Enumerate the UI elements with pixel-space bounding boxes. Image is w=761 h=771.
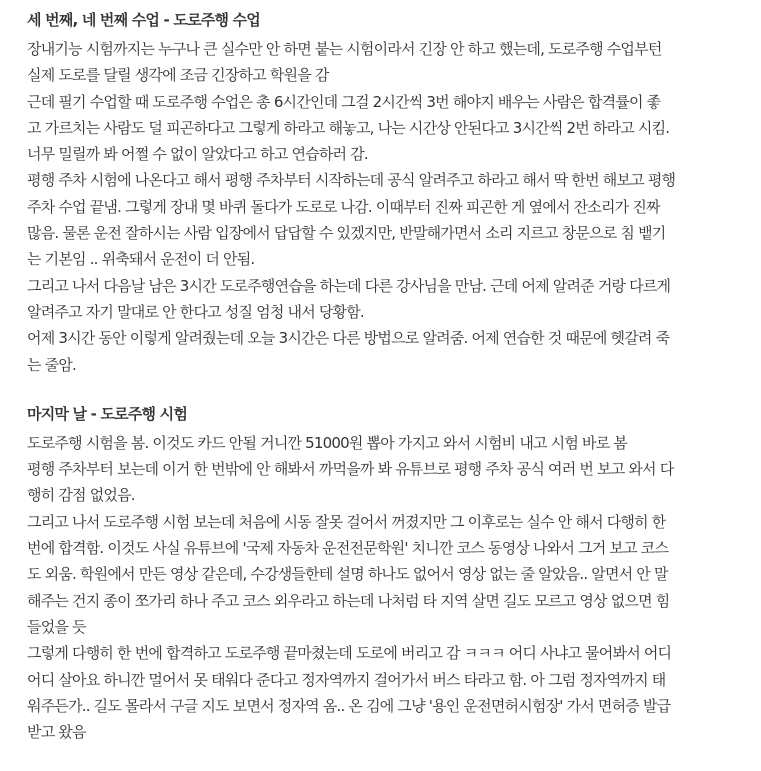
paragraph-6: 도로주행 시험을 봄. 이것도 카드 안될 거니깐 51000원 뽑아 가지고 와서 시험비 내고 시험 바로 봄 [27,433,628,452]
paragraph-5: 어제 3시간 동안 이렇게 알려줬는데 오늘 3시간은 다른 방법으로 알려줌. 어제 연습한 것 때문에 헷갈려 죽 는 줄암. [27,329,670,374]
paragraph-1: 장내기능 시험까지는 누구나 큰 실수만 안 하면 붙는 시험이라서 긴장 안 하고 했는데, 도로주행 수업부턴 실제 도로를 달릴 생각에 조금 긴장하고 학원을 감 [27,40,662,85]
paragraph-2: 근데 필기 수업할 때 도로주행 수업은 총 6시간인데 그걸 2시간씩 3번 해야지 배우는 사람은 합격률이 좋 고 가르치는 사람도 덜 피곤하다고 그렇게 하라고 해놓고, 나는 시간상 안된다고 3시간씩 2번 하라고 시킴. 너무 밀릴까 봐 어쩔 수 없이 알았다고 하고 연습하러 감. [27,92,670,164]
paragraph-4: 그리고 나서 다음날 남은 3시간 도로주행연습을 하는데 다른 강사님을 만남. 근데 어제 알려준 거랑 다르게 알려주고 자기 말대로 안 한다고 성질 엄청 내서 당황함. [27,276,671,321]
paragraph-7: 평행 주차부터 보는데 이거 한 번밖에 안 해봐서 까먹을까 봐 유튜브로 평행 주차 공식 여러 번 보고 와서 다 행히 감점 없었음. [27,460,674,505]
paragraph-8: 그리고 나서 도로주행 시험 보는데 처음에 시동 잘못 걸어서 꺼졌지만 그 이후로는 실수 안 해서 다행히 한 번에 합격함. 이것도 사실 유튜브에 '국제 자동차 운전전문학원' 치니깐 코스 동영상 나와서 그거 보고 코스 도 외움. 학원에서 만든 영상 같은데, 수강생들한테 설명 하나도 없어서 영상 없는 줄 알았음.. 알면서 안 말 해주는 건지 종이 쪼가리 하나 주고 코스 외우라고 하는데 나처럼 타 지역 살면 길도 모르고 영상 없으면 힘 들었을 듯 [27,512,670,636]
paragraph-3: 평행 주차 시험에 나온다고 해서 평행 주차부터 시작하는데 공식 알려주고 하라고 해서 딱 한번 해보고 평행 주차 수업 끝냄. 그렇게 장내 몇 바퀴 돌다가 도로로 나감. 이때부터 진짜 피곤한 게 옆에서 잔소리가 진짜 많음. 물론 운전 잘하시는 사람 입장에서 답답할 수 있겠지만, 반말해가면서 소리 지르고 창문으로 침 뱉기 는 기본임 .. 위축돼서 운전이 더 안됨. [27,171,676,269]
section-heading-road-test: 마지막 날 - 도로주행 시험 [27,404,188,423]
paragraph-9: 그렇게 다행히 한 번에 합격하고 도로주행 끝마쳤는데 도로에 버리고 감 ㅋㅋㅋ 어디 사냐고 물어봐서 어디 어디 살아요 하니깐 멀어서 못 태워다 준다고 정자역까지 걸어가서 버스 타라고 함. 아 그럼 정자역까지 태 워주든가.. 길도 몰라서 구글 지도 보면서 정자역 옴.. 온 김에 그냥 '용인 운전면허시험장' 가서 면허증 발급 받고 왔음 [27,644,672,742]
section-heading-driving-lessons: 세 번째, 네 번째 수업 - 도로주행 수업 [27,11,260,29]
blank-line [27,378,747,404]
